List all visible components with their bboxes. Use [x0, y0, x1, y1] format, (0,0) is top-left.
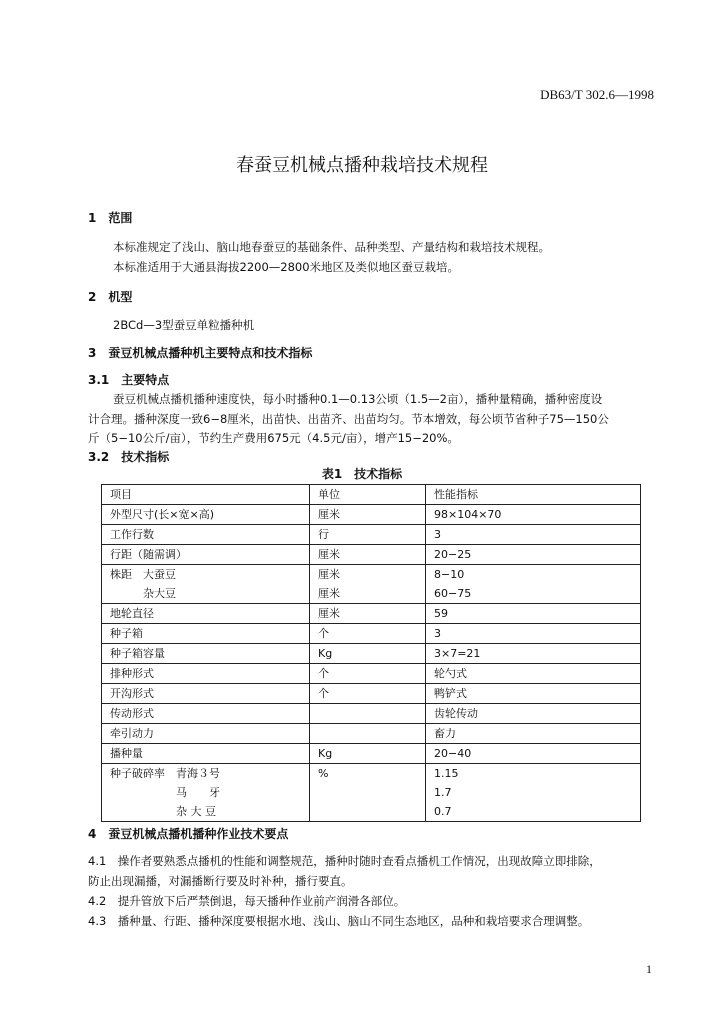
section-3-2-heading: 3.2 技术指标 [88, 450, 170, 464]
cell-line: 0.7 [434, 805, 452, 818]
table-row [102, 604, 641, 624]
cell-line: 1.7 [434, 786, 452, 799]
paragraph: 4.3 播种量、行距、播种深度要根据水地、浅山、脑山不同生态地区，品种和栽培要求合理调整。 [88, 914, 590, 928]
cell-line: 畜力 [434, 727, 456, 740]
cell-item [102, 604, 310, 624]
table-header-row [102, 485, 641, 505]
page-number: 1 [646, 962, 652, 976]
paragraph: 2BCd—3型蚕豆单粒播种机 [113, 318, 255, 332]
cell-line: 厘米 [318, 587, 340, 600]
cell-unit [310, 565, 426, 604]
cell-line: 行 [318, 528, 329, 541]
cell-unit [310, 505, 426, 525]
cell-item [102, 684, 310, 704]
cell-line: 种子箱 [110, 627, 143, 640]
cell-value [426, 545, 641, 565]
cell-line: 鸭铲式 [434, 687, 467, 700]
cell-item [102, 724, 310, 744]
cell-line: % [318, 767, 329, 780]
cell-line: 98×104×70 [434, 508, 502, 521]
cell-line: 1.15 [434, 767, 459, 780]
cell-line: 厘米 [318, 508, 340, 521]
cell-value [426, 684, 641, 704]
cell-unit [310, 724, 426, 744]
cell-line: 个 [318, 627, 329, 640]
paragraph: 计合理。播种深度一致6−8厘米，出苗快、出苗齐、出苗均匀。节本增效，每公顷节省种子75—150公 [88, 412, 609, 426]
cell-line: Kg [318, 647, 333, 660]
cell-line: 个 [318, 687, 329, 700]
cell-line: 厘米 [318, 568, 340, 581]
table-row [102, 724, 641, 744]
cell-line: 种子箱容量 [110, 647, 165, 660]
paragraph: 本标准适用于大通县海拔2200—2800米地区及类似地区蚕豆栽培。 [113, 260, 460, 274]
section-3-1-heading: 3.1 主要特点 [88, 373, 170, 387]
cell-line: 地轮直径 [110, 607, 154, 620]
cell-line: 排种形式 [110, 667, 154, 680]
cell-item [102, 764, 310, 822]
section-1-heading: 1 范围 [88, 211, 133, 225]
document-title: 春蚕豆机械点播种栽培技术规程 [236, 155, 488, 176]
table-row [102, 525, 641, 545]
cell-value [426, 525, 641, 545]
cell-line: 杂大豆 [110, 587, 176, 600]
header-cell: 项目 [102, 485, 310, 505]
cell-value [426, 505, 641, 525]
cell-unit [310, 644, 426, 664]
cell-item [102, 565, 310, 604]
cell-unit [310, 744, 426, 764]
cell-item [102, 624, 310, 644]
cell-value [426, 565, 641, 604]
header-cell: 性能指标 [426, 485, 641, 505]
cell-item [102, 744, 310, 764]
cell-line: 20−25 [434, 548, 472, 561]
table-row [102, 744, 641, 764]
table-row [102, 565, 641, 604]
tech-spec-table [101, 484, 641, 822]
cell-line: 3 [434, 528, 441, 541]
cell-line: 60−75 [434, 587, 472, 600]
section-2-heading: 2 机型 [88, 290, 133, 304]
cell-line: 马 牙 [110, 786, 220, 799]
cell-line: 工作行数 [110, 528, 154, 541]
table-caption: 表1 技术指标 [321, 467, 403, 481]
cell-line: 厘米 [318, 548, 340, 561]
cell-item [102, 525, 310, 545]
cell-unit [310, 664, 426, 684]
table-row [102, 664, 641, 684]
table-row [102, 624, 641, 644]
cell-value [426, 724, 641, 744]
cell-line: 20−40 [434, 747, 472, 760]
cell-item [102, 664, 310, 684]
table-row [102, 764, 641, 822]
cell-value [426, 744, 641, 764]
cell-line: 外型尺寸(长×宽×高) [110, 508, 215, 521]
cell-line: 牵引动力 [110, 727, 154, 740]
cell-line: 8−10 [434, 568, 465, 581]
cell-line: 59 [434, 607, 448, 620]
cell-unit [310, 684, 426, 704]
cell-line: 传动形式 [110, 707, 154, 720]
table-row [102, 644, 641, 664]
cell-value [426, 704, 641, 724]
paragraph: 斤（5−10公斤/亩），节约生产费用675元（4.5元/亩），增产15−20%。 [88, 431, 459, 445]
paragraph: 4.2 提升管放下后严禁倒退，每天播种作业前产润滑各部位。 [88, 894, 406, 908]
cell-value [426, 604, 641, 624]
cell-value [426, 624, 641, 644]
cell-item [102, 545, 310, 565]
table-row [102, 545, 641, 565]
cell-item [102, 505, 310, 525]
cell-line: 个 [318, 667, 329, 680]
section-4-heading: 4 蚕豆机械点播机播种作业技术要点 [88, 827, 289, 841]
cell-unit [310, 704, 426, 724]
cell-line: 3×7=21 [434, 647, 481, 660]
cell-unit [310, 545, 426, 565]
cell-line: Kg [318, 747, 333, 760]
cell-line: 3 [434, 627, 441, 640]
cell-line: 厘米 [318, 607, 340, 620]
cell-line: 种子破碎率 青海３号 [110, 767, 220, 780]
cell-value [426, 664, 641, 684]
paragraph: 4.1 操作者要熟悉点播机的性能和调整规范，播种时随时查看点播机工作情况，出现故障立即排除， [88, 854, 601, 868]
cell-line: 播种量 [110, 747, 143, 760]
cell-unit [310, 624, 426, 644]
standard-code: DB63/T 302.6—1998 [540, 87, 654, 102]
cell-line: 杂 大 豆 [110, 805, 216, 818]
cell-unit [310, 604, 426, 624]
paragraph: 防止出现漏播，对漏播断行要及时补种，播行要直。 [88, 874, 353, 888]
cell-unit [310, 764, 426, 822]
cell-item [102, 644, 310, 664]
paragraph: 本标准规定了浅山、脑山地春蚕豆的基础条件、品种类型、产量结构和栽培技术规程。 [113, 240, 550, 254]
section-3-heading: 3 蚕豆机械点播种机主要特点和技术指标 [88, 346, 313, 360]
table-row [102, 684, 641, 704]
cell-line: 株距 大蚕豆 [110, 568, 176, 581]
table-row [102, 704, 641, 724]
cell-value [426, 644, 641, 664]
cell-line: 行距（随需调） [110, 548, 187, 561]
cell-value [426, 764, 641, 822]
cell-unit [310, 525, 426, 545]
cell-line: 齿轮传动 [434, 707, 478, 720]
paragraph: 蚕豆机械点播机播种速度快，每小时播种0.1—0.13公顷（1.5—2亩），播种量精确，播种密度设 [113, 392, 603, 406]
cell-line: 开沟形式 [110, 687, 154, 700]
header-cell: 单位 [310, 485, 426, 505]
cell-line: 轮勺式 [434, 667, 467, 680]
cell-item [102, 704, 310, 724]
table-row [102, 505, 641, 525]
